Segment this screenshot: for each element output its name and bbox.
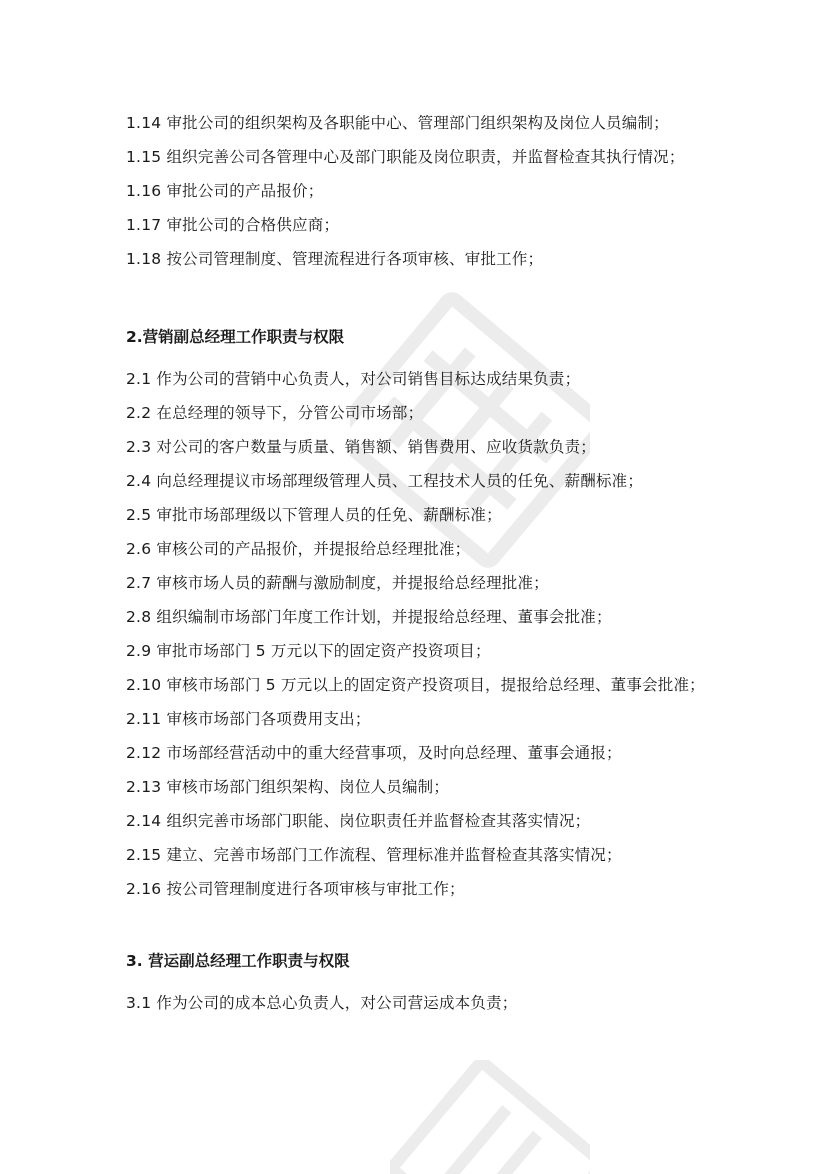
list-item: 2.16 按公司管理制度进行各项审核与审批工作；	[126, 880, 465, 898]
section-2-list	[126, 362, 716, 906]
list-item: 2.2 在总经理的领导下，分管公司市场部；	[126, 404, 424, 422]
list-item: 2.7 审核市场人员的薪酬与激励制度，并提报给总经理批准；	[126, 574, 549, 592]
list-item: 2.11 审核市场部门各项费用支出；	[126, 710, 371, 728]
list-item: 3.1 作为公司的成本总心负责人，对公司营运成本负责；	[126, 994, 518, 1012]
section-3-heading: 3. 营运副总经理工作职责与权限	[126, 952, 350, 970]
list-item: 1.18 按公司管理制度、管理流程进行各项审核、审批工作；	[126, 250, 544, 268]
list-item: 2.8 组织编制市场部门年度工作计划，并提报给总经理、董事会批准；	[126, 608, 612, 626]
list-item: 2.4 向总经理提议市场部理级管理人员、工程技术人员的任免、薪酬标准；	[126, 472, 644, 490]
list-item: 2.14 组织完善市场部门职能、岗位职责任并监督检查其落实情况；	[126, 812, 591, 830]
list-item: 2.12 市场部经营活动中的重大经营事项，及时向总经理、董事会通报；	[126, 744, 622, 762]
watermark-bottom	[390, 1060, 590, 1174]
list-item: 2.13 审核市场部门组织架构、岗位人员编制；	[126, 778, 450, 796]
list-item: 1.16 审批公司的产品报价；	[126, 182, 324, 200]
list-item: 2.3 对公司的客户数量与质量、销售额、销售费用、应收货款负责；	[126, 438, 596, 456]
section-2-heading: 2.营销副总经理工作职责与权限	[126, 328, 345, 346]
watermark-logo-icon-2	[390, 1060, 590, 1174]
list-item: 1.15 组织完善公司各管理中心及部门职能及岗位职责，并监督检查其执行情况；	[126, 148, 685, 166]
list-item: 2.10 审核市场部门 5 万元以上的固定资产投资项目，提报给总经理、董事会批准；	[126, 676, 705, 694]
list-item: 1.14 审批公司的组织架构及各职能中心、管理部门组织架构及岗位人员编制；	[126, 114, 669, 132]
section-1-list	[126, 106, 716, 276]
list-item: 2.15 建立、完善市场部门工作流程、管理标准并监督检查其落实情况；	[126, 846, 622, 864]
section-3-list	[126, 986, 716, 1020]
list-item: 2.6 审核公司的产品报价，并提报给总经理批准；	[126, 540, 471, 558]
document-content	[126, 106, 716, 1020]
list-item: 2.5 审批市场部理级以下管理人员的任免、薪酬标准；	[126, 506, 502, 524]
list-item: 1.17 审批公司的合格供应商；	[126, 216, 340, 234]
list-item: 2.1 作为公司的营销中心负责人，对公司销售目标达成结果负责；	[126, 370, 581, 388]
list-item: 2.9 审批市场部门 5 万元以下的固定资产投资项目；	[126, 642, 491, 660]
